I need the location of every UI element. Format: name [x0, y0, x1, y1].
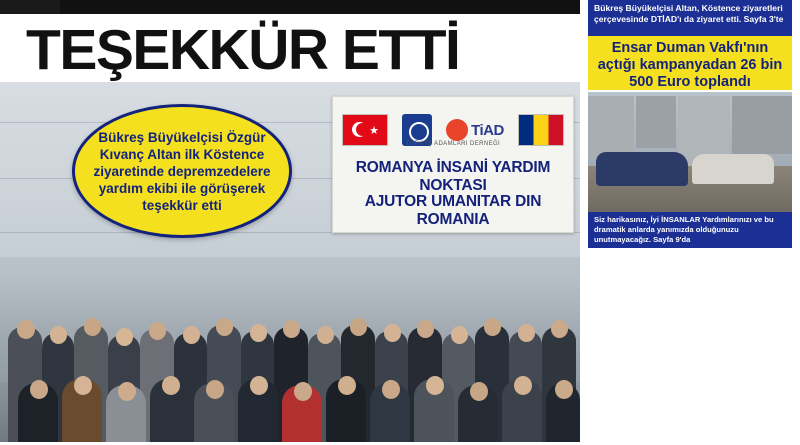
sidebar-lead-text: Bükreş Büyükelçisi Altan, Köstence ziyaretleri çerçevesinde DTİAD'ı da ziyaret etti. Sayfa 3'te [588, 0, 792, 36]
person-head [317, 326, 334, 344]
banner-headline-tr: ROMANYA İNSANİ YARDIM NOKTASI [355, 159, 551, 194]
building-shape [636, 96, 676, 148]
right-sidebar [580, 0, 800, 445]
tiad-logo [446, 119, 504, 141]
sidebar-bottom-note: Siz harikasınız, İyi İNSANLAR Yardımlarınızı ve bu dramatik anlarda yanımızda olduğunuzu unutmayacağız. Sayfa 9'da [588, 212, 792, 248]
tiad-mark-icon [446, 119, 468, 141]
page-title: TEŞEKKÜR ETTİ [26, 18, 460, 82]
car-shape [596, 152, 688, 186]
person-head [149, 322, 166, 340]
person-head [30, 380, 48, 399]
person-head [484, 318, 501, 336]
person-head [338, 376, 356, 395]
person-head [84, 318, 101, 336]
event-banner [332, 96, 574, 233]
banner-org-subtitle: TÜRK İŞ ADAMLARI DERNEĞİ [405, 141, 501, 147]
person-head [551, 320, 568, 338]
person-head [118, 382, 136, 401]
person-head [250, 324, 267, 342]
callout-text: Bükreş Büyükelçisi Özgür Kıvanç Altan ilk Köstence ziyaretinde depremzedelere yardım ekibi ile görüşerek teşekkür etti [93, 129, 271, 213]
person-head [183, 326, 200, 344]
person-head [294, 382, 312, 401]
person-head [283, 320, 300, 338]
headline-zone [0, 14, 580, 82]
person-head [350, 318, 367, 336]
person-head [162, 376, 180, 395]
person-head [50, 326, 67, 344]
person-head [17, 320, 35, 339]
person-head [514, 376, 532, 395]
van-shape [692, 154, 774, 184]
person-head [417, 320, 434, 338]
tiad-logo-text: TiAD [471, 121, 504, 139]
person-head [555, 380, 573, 399]
person-head [206, 380, 224, 399]
person-head [451, 326, 468, 344]
crescent-cut-shape [356, 123, 369, 136]
sidebar-photo [588, 92, 792, 212]
top-black-bar [0, 0, 580, 14]
sidebar-highlight-headline: Ensar Duman Vakfı'nın açtığı kampanyadan 26 bin 500 Euro toplandı [588, 36, 792, 90]
person-head [116, 328, 133, 346]
person-head [426, 376, 444, 395]
person-head [384, 324, 401, 342]
star-icon: ★ [369, 125, 379, 137]
top-black-bar-inner [60, 0, 580, 14]
person-head [382, 380, 400, 399]
sidebar-blank-area [588, 252, 792, 445]
building-shape [732, 96, 792, 154]
person-head [216, 318, 233, 336]
callout-bubble [72, 104, 292, 238]
main-photo [0, 82, 580, 445]
crowd-group [0, 232, 580, 445]
building-shape [588, 96, 634, 160]
banner-headline-ro: AJUTOR UMANITAR DIN ROMANIA [364, 193, 542, 228]
person-head [250, 376, 268, 395]
person-head [74, 376, 92, 395]
person-head [518, 324, 535, 342]
person-head [470, 382, 488, 401]
